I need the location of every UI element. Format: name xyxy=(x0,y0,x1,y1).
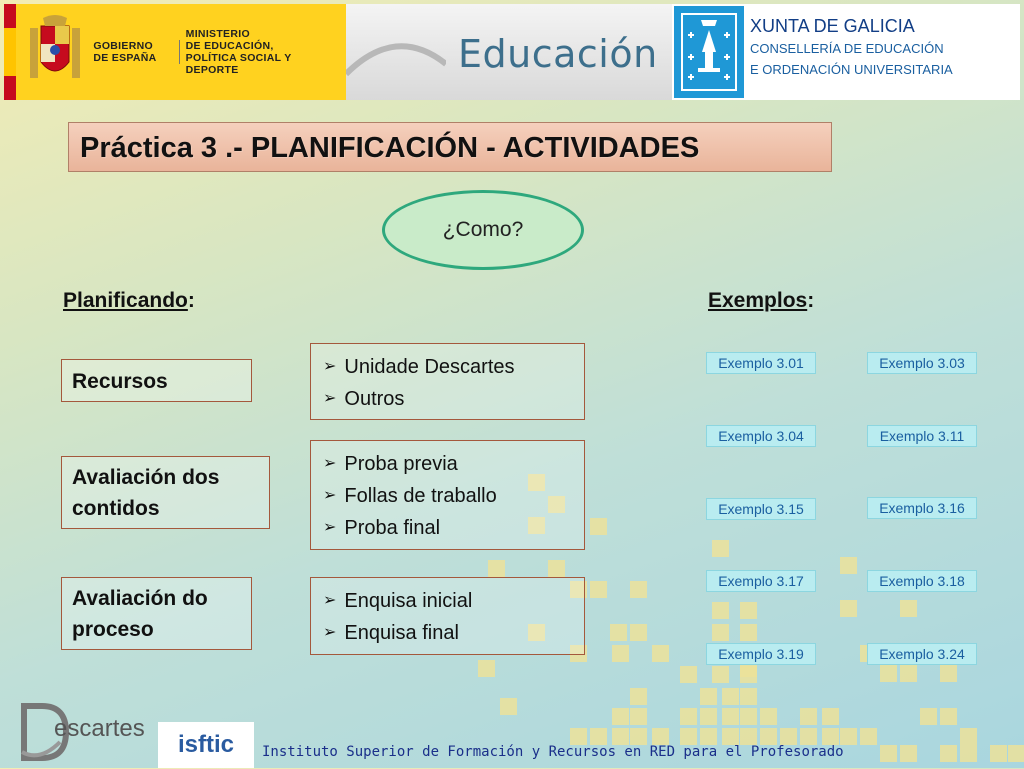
decorative-square xyxy=(880,745,897,762)
decorative-square xyxy=(630,581,647,598)
exemplos-heading: Exemplos: xyxy=(708,289,815,312)
example-link-3-24[interactable]: Exemplo 3.24 xyxy=(867,643,977,665)
decorative-square xyxy=(940,665,957,682)
descartes-logo-text: escartes xyxy=(54,715,145,742)
spain-flag-icon xyxy=(4,4,16,100)
decorative-square xyxy=(840,728,857,745)
page-title: Práctica 3 .- PLANIFICACIÓN - ACTIVIDADES xyxy=(68,122,832,172)
list-item[interactable]: ➢ Unidade Descartes xyxy=(323,351,584,383)
list-item[interactable]: ➢ Proba previa xyxy=(323,448,584,480)
swirl-icon xyxy=(346,4,446,100)
decorative-square xyxy=(900,665,917,682)
educacion-banner xyxy=(346,4,672,100)
educacion-word: Educación xyxy=(458,32,658,76)
gobierno-logo xyxy=(4,4,346,100)
decorative-square xyxy=(500,698,517,715)
decorative-square xyxy=(570,728,587,745)
example-link-3-19[interactable]: Exemplo 3.19 xyxy=(706,643,816,665)
decorative-square xyxy=(610,624,627,641)
planificando-heading: Planificando: xyxy=(63,289,195,312)
decorative-square xyxy=(630,708,647,725)
decorative-square xyxy=(760,708,777,725)
decorative-square xyxy=(740,728,757,745)
decorative-square xyxy=(712,666,729,683)
decorative-square xyxy=(740,688,757,705)
list-item[interactable]: ➢ Enquisa final xyxy=(323,617,584,649)
decorative-square xyxy=(900,600,917,617)
decorative-square xyxy=(680,666,697,683)
decorative-square xyxy=(822,728,839,745)
decorative-square xyxy=(630,728,647,745)
decorative-square xyxy=(612,728,629,745)
decorative-square xyxy=(488,560,505,577)
coat-of-arms-icon xyxy=(24,13,85,91)
decorative-square xyxy=(740,708,757,725)
label-avaliacion-proceso: Avaliación do proceso xyxy=(61,577,252,650)
decorative-square xyxy=(652,645,669,662)
decorative-square xyxy=(880,665,897,682)
xunta-logo xyxy=(672,4,1020,100)
example-link-3-04[interactable]: Exemplo 3.04 xyxy=(706,425,816,447)
avaliacion-contidos-list xyxy=(310,440,585,550)
decorative-square xyxy=(800,708,817,725)
decorative-square xyxy=(860,728,877,745)
example-link-3-18[interactable]: Exemplo 3.18 xyxy=(867,570,977,592)
decorative-square xyxy=(940,708,957,725)
label-recursos: Recursos xyxy=(61,359,252,402)
decorative-square xyxy=(990,745,1007,762)
decorative-square xyxy=(680,708,697,725)
gobierno-text: GOBIERNO DE ESPAÑA xyxy=(93,40,179,64)
decorative-square xyxy=(652,728,669,745)
decorative-square xyxy=(800,728,817,745)
arrow-bullet-icon: ➢ xyxy=(323,624,337,641)
decorative-square xyxy=(840,557,857,574)
descartes-logo xyxy=(20,702,152,764)
decorative-square xyxy=(760,728,777,745)
list-item[interactable]: ➢ Enquisa inicial xyxy=(323,585,584,617)
decorative-square xyxy=(712,540,729,557)
decorative-square xyxy=(740,602,757,619)
decorative-square xyxy=(630,624,647,641)
decorative-square xyxy=(940,745,957,762)
recursos-list xyxy=(310,343,585,420)
decorative-square xyxy=(780,728,797,745)
arrow-bullet-icon: ➢ xyxy=(323,487,337,504)
decorative-square xyxy=(590,581,607,598)
footer-institute-text: Instituto Superior de Formación y Recursos en RED para el Profesorado xyxy=(262,744,844,760)
example-link-3-11[interactable]: Exemplo 3.11 xyxy=(867,425,977,447)
decorative-square xyxy=(722,728,739,745)
example-link-3-01[interactable]: Exemplo 3.01 xyxy=(706,352,816,374)
decorative-square xyxy=(700,728,717,745)
avaliacion-proceso-list xyxy=(310,577,585,655)
decorative-square xyxy=(700,688,717,705)
example-link-3-16[interactable]: Exemplo 3.16 xyxy=(867,497,977,519)
decorative-square xyxy=(840,600,857,617)
example-link-3-03[interactable]: Exemplo 3.03 xyxy=(867,352,977,374)
decorative-square xyxy=(740,666,757,683)
decorative-square xyxy=(590,518,607,535)
arrow-bullet-icon: ➢ xyxy=(323,455,337,472)
decorative-square xyxy=(712,624,729,641)
decorative-square xyxy=(960,745,977,762)
ministerio-text: MINISTERIO DE EDUCACIÓN, POLÍTICA SOCIAL Y DEPORTE xyxy=(185,28,292,76)
example-link-3-17[interactable]: Exemplo 3.17 xyxy=(706,570,816,592)
decorative-square xyxy=(822,708,839,725)
label-avaliacion-contidos: Avaliación dos contidos xyxy=(61,456,270,529)
arrow-bullet-icon: ➢ xyxy=(323,390,337,407)
decorative-square xyxy=(680,728,697,745)
decorative-square xyxy=(630,688,647,705)
como-oval: ¿Como? xyxy=(382,190,584,270)
isftic-logo: isftic xyxy=(158,722,254,768)
decorative-square xyxy=(700,708,717,725)
arrow-bullet-icon: ➢ xyxy=(323,592,337,609)
decorative-square xyxy=(612,708,629,725)
list-item[interactable]: ➢ Outros xyxy=(323,383,584,415)
decorative-square xyxy=(712,602,729,619)
decorative-square xyxy=(612,645,629,662)
decorative-square xyxy=(722,708,739,725)
galicia-shield-icon xyxy=(674,6,744,98)
decorative-square xyxy=(960,728,977,745)
decorative-square xyxy=(740,624,757,641)
xunta-text: XUNTA DE GALICIA CONSELLERÍA DE EDUCACIÓN E ORDENACIÓN UNIVERSITARIA xyxy=(750,16,953,77)
list-item[interactable]: ➢ Follas de traballo xyxy=(323,480,584,512)
decorative-square xyxy=(478,660,495,677)
decorative-square xyxy=(1008,745,1024,762)
decorative-square xyxy=(590,728,607,745)
list-item[interactable]: ➢ Proba final xyxy=(323,512,584,544)
decorative-square xyxy=(900,745,917,762)
example-link-3-15[interactable]: Exemplo 3.15 xyxy=(706,498,816,520)
decorative-square xyxy=(722,688,739,705)
arrow-bullet-icon: ➢ xyxy=(323,358,337,375)
arrow-bullet-icon: ➢ xyxy=(323,519,337,536)
decorative-square xyxy=(548,560,565,577)
decorative-square xyxy=(920,708,937,725)
